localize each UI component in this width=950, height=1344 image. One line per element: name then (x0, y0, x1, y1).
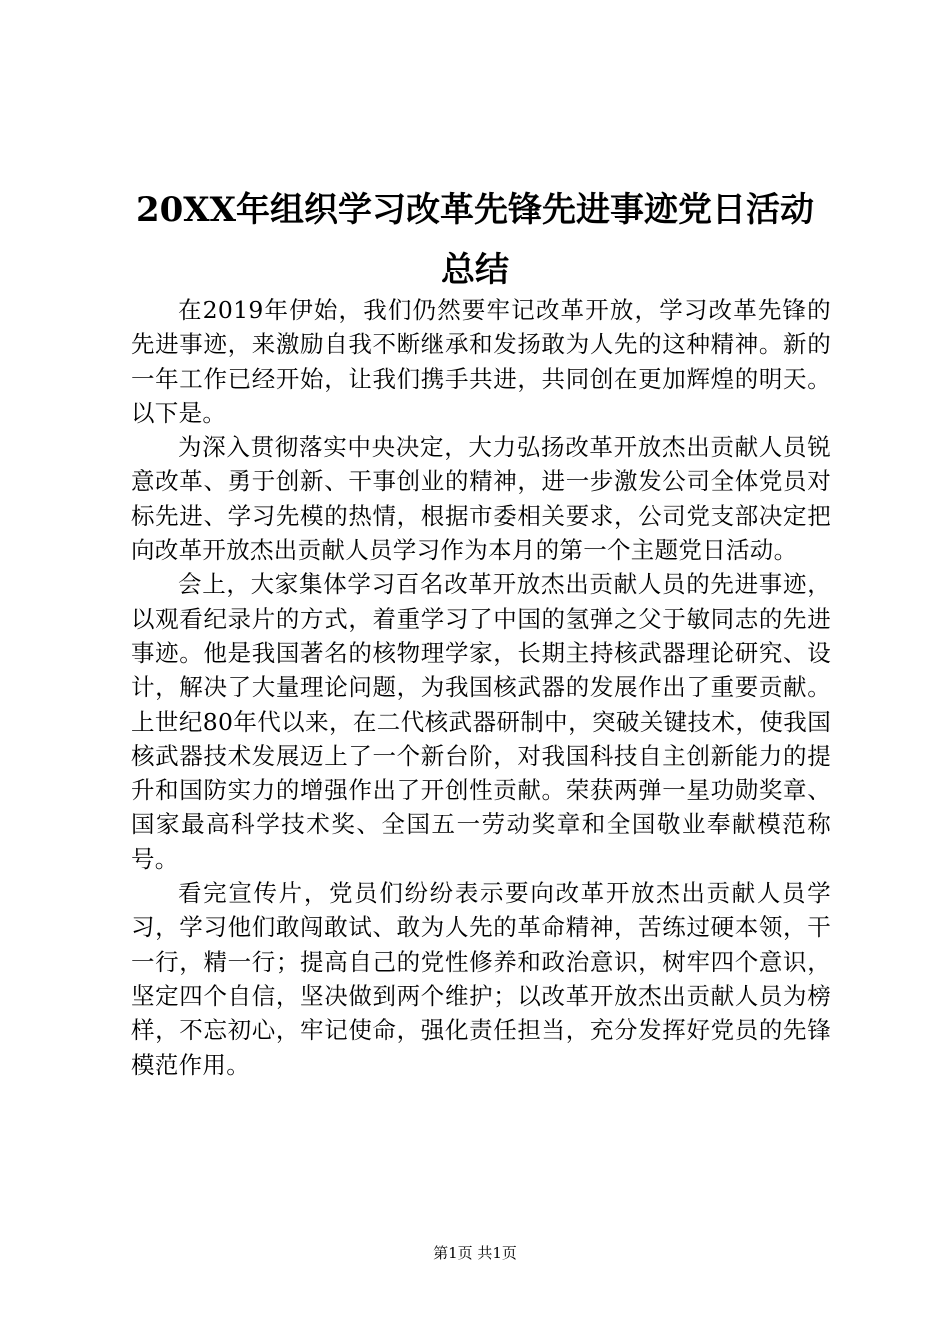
paragraph-3: 会上，大家集体学习百名改革开放杰出贡献人员的先进事迹，以观看纪录片的方式，着重学习了中国的氢弹之父于敏同志的先进事迹。他是我国著名的核物理学家，长期主持核武器理论研究、设计，解决了大量理论问题，为我国核武器的发展作出了重要贡献。上世纪80年代以来，在二代核武器研制中，突破关键技术，使我国核武器技术发展迈上了一个新台阶，对我国科技自主创新能力的提升和国防实力的增强作出了开创性贡献。荣获两弹一星功勋奖章、国家最高科学技术奖、全国五一劳动奖章和全国敬业奉献模范称号。 (131, 570, 831, 873)
paragraph-2: 为深入贯彻落实中央决定，大力弘扬改革开放杰出贡献人员锐意改革、勇于创新、干事创业的精神，进一步激发公司全体党员对标先进、学习先模的热情，根据市委相关要求，公司党支部决定把向改革开放杰出贡献人员学习作为本月的第一个主题党日活动。 (131, 433, 831, 565)
paragraph-4: 看完宣传片，党员们纷纷表示要向改革开放杰出贡献人员学习，学习他们敢闯敢试、敢为人先的革命精神，苦练过硬本领，干一行，精一行；提高自己的党性修养和政治意识，树牢四个意识，坚定四个自信，坚决做到两个维护；以改革开放杰出贡献人员为榜样，不忘初心，牢记使命，强化责任担当，充分发挥好党员的先锋模范作用。 (131, 879, 831, 1079)
document-body (131, 293, 831, 1082)
document-title-line-2: 总结 (441, 250, 509, 290)
document-title-line-1: 20XX年组织学习改革先锋先进事迹党日活动 (135, 190, 815, 230)
paragraph-1: 在2019年伊始，我们仍然要牢记改革开放，学习改革先锋的先进事迹，来激励自我不断继承和发扬敢为人先的这种精神。新的一年工作已经开始，让我们携手共进，共同创在更加辉煌的明天。以下是。 (131, 296, 831, 427)
page-number-footer: 第1页 共1页 (433, 1244, 517, 1262)
